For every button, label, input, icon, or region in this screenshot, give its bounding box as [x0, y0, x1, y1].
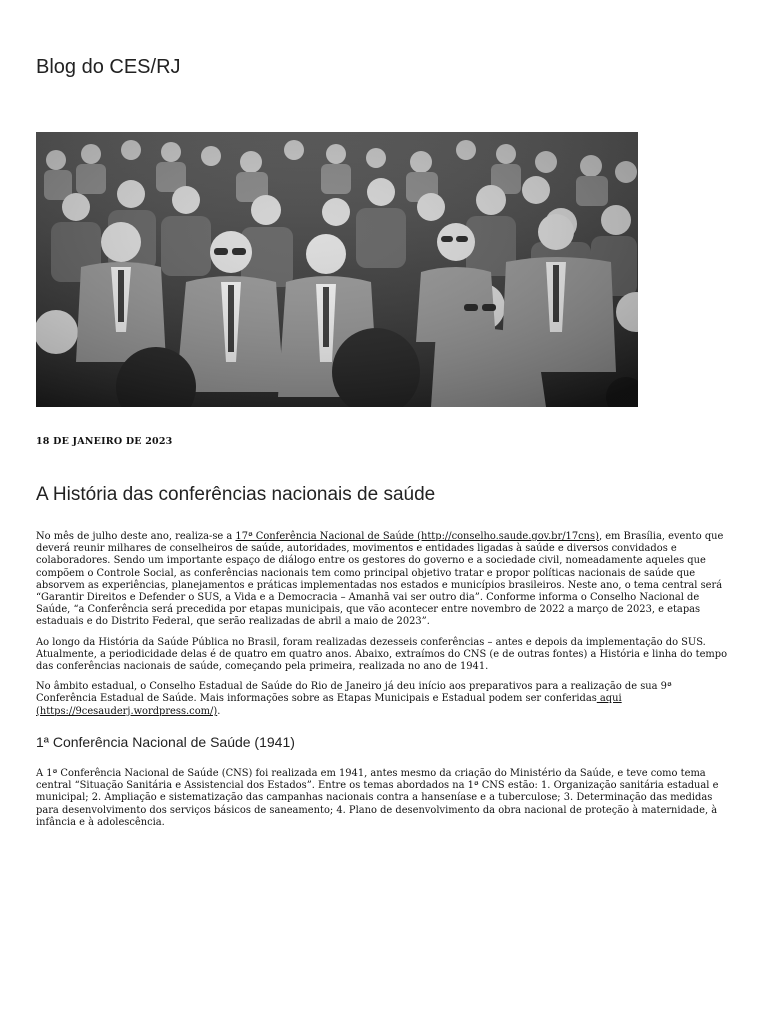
post-date: 18 DE JANEIRO DE 2023: [36, 436, 173, 447]
paragraph-1941: A 1ª Conferência Nacional de Saúde (CNS) foi realizada em 1941, antes mesmo da criação do Ministério da Saúde, e teve como tema central “Situação Sanitária e Assistencial dos Estados”. Entre os temas abordados na 1ª CNS estão: 1. Organização sanitária estadual e municipal; 2. Ampliação e sistematização das campanhas nacionais contra a hanseníase e a tuberculose; 3. Determinação das medidas para desenvolvimento dos serviços básicos de saneamento; 4. Plano de desenvolvimento da obra nacional de proteção à maternidade, à infância e à adolescência.: [36, 768, 719, 828]
paragraph-state: [36, 681, 734, 718]
hero-photo-illustration: [36, 132, 638, 407]
post-content: [36, 531, 734, 726]
paragraph-intro: [36, 531, 734, 629]
section-heading-1941: 1ª Conferência Nacional de Saúde (1941): [36, 734, 295, 750]
link-17-conferencia[interactable]: 17ª Conferência Nacional de Saúde (http://conselho.saude.gov.br/17cns): [235, 531, 599, 542]
paragraph-state-text-start: No âmbito estadual, o Conselho Estadual de Saúde do Rio de Janeiro já deu início aos preparativos para a realização de sua 9ª Conferência Estadual de Saúde. Mais informações sobre as Etapas Municipais e Estadual podem ser conferidas: [36, 681, 672, 705]
site-title[interactable]: Blog do CES/RJ: [36, 56, 181, 78]
post-title: A História das conferências nacionais de saúde: [36, 484, 436, 505]
paragraph-history: Ao longo da História da Saúde Pública no Brasil, foram realizadas dezesseis conferências – antes e depois da implementação do SUS. Atualmente, a periodicidade delas é de quatro em quatro anos. Abaixo, extraímos do CNS (e de outras fontes) a História e linha do tempo das conferências nacionais de saúde, começando pela primeira, realizada no ano de 1941.: [36, 636, 728, 673]
section-content-1941: [36, 768, 734, 829]
paragraph-intro-text-start: No mês de julho deste ano, realiza-se a: [36, 531, 236, 542]
link-9-conferencia-estadual[interactable]: aqui (https://9cesauderj.wordpress.com/): [36, 693, 622, 717]
hero-photo: [36, 132, 638, 407]
paragraph-intro-text-end: , em Brasília, evento que deverá reunir milhares de conselheiros de saúde, autoridades, movimentos e entidades ligadas à saúde e diversos convidados e colaboradores. Sendo um importante espaço de diálogo entre os gestores do governo e a sociedade civil, nomeadamente aqueles que compõem o Controle Social, as conferências nacionais tem como principal objetivo tratar e propor políticas nacionais de saúde que absorvem as experiências, planejamentos e práticas implementadas nos estados e municípios brasileiros. Neste ano, o tema central será “Garantir Direitos e Defender o SUS, a Vida e a Democracia – Amanhã vai ser outro dia”. Conforme informa o Conselho Nacional de Saúde, “a Conferência será precedida por etapas municipais, que vão acontecer entre novembro de 2022 a março de 2023, e etapas estaduais e do Distrito Federal, que serão realizadas de abril a maio de 2023”.: [36, 531, 724, 628]
paragraph-state-text-end: .: [217, 705, 221, 717]
